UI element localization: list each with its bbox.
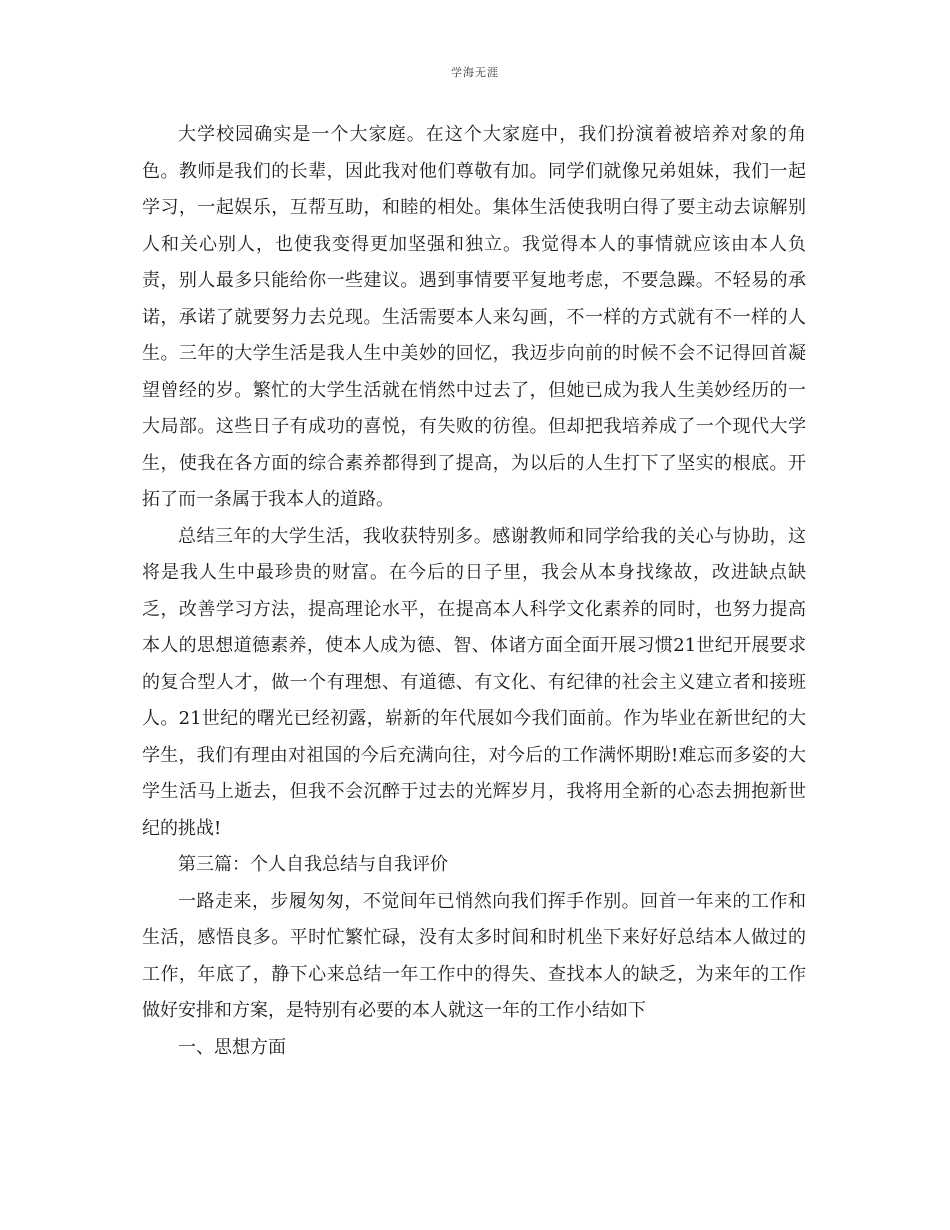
paragraph-section-intro: 一路走来，步履匆匆，不觉间年已悄然向我们挥手作别。回首一年来的工作和生活，感悟良多。平时忙繁忙碌，没有太多时间和时机坐下来好好总结本人做过的工作，年底了，静下心来总结一年工作中的得失、查找本人的缺乏，为来年的工作做好安排和方案，是特别有必要的本人就这一年的工作小结如下 xyxy=(142,890,806,1021)
section-title: 第三篇：个人自我总结与自我评价 xyxy=(178,854,448,875)
subheading-thought: 一、思想方面 xyxy=(178,1036,286,1058)
page-header: 学海无涯 xyxy=(451,66,499,79)
paragraph-three-year-summary: 总结三年的大学生活，我收获特别多。感谢教师和同学给我的关心与协助，这将是我人生中最珍贵的财富。在今后的日子里，我会从本身找缘故，改进缺点缺乏，改善学习方法，提高理论水平，在提高本人科学文化素养的同时，也努力提高本人的思想道德素养，使本人成为德、智、体诸方面全面开展习惯21世纪开展要求的复合型人才，做一个有理想、有道德、有文化、有纪律的社会主义建立者和接班人。21世纪的曙光已经初露，崭新的年代展如今我们面前。作为毕业在新世纪的大学生，我们有理由对祖国的今后充满向往，对今后的工作满怀期盼!难忘而多姿的大学生活马上逝去，但我不会沉醉于过去的光辉岁月，我将用全新的心态去拥抱新世纪的挑战! xyxy=(142,525,806,839)
document-body xyxy=(142,117,806,1066)
paragraph-campus-family: 大学校园确实是一个大家庭。在这个大家庭中，我们扮演着被培养对象的角色。教师是我们的长辈，因此我对他们尊敬有加。同学们就像兄弟姐妹，我们一起学习，一起娱乐，互帮互助，和睦的相处。集体生活使我明白得了要主动去谅解别人和关心别人，也使我变得更加坚强和独立。我觉得本人的事情就应该由本人负责，别人最多只能给你一些建议。遇到事情要平复地考虑，不要急躁。不轻易的承诺，承诺了就要努力去兑现。生活需要本人来勾画，不一样的方式就有不一样的人生。三年的大学生活是我人生中美妙的回忆，我迈步向前的时候不会不记得回首凝望曾经的岁。繁忙的大学生活就在悄然中过去了，但她已成为我人生美妙经历的一大局部。这些日子有成功的喜悦，有失败的彷徨。但却把我培养成了一个现代大学生，使我在各方面的综合素养都得到了提高，为以后的人生打下了坚实的根底。开拓了而一条属于我本人的道路。 xyxy=(142,124,806,510)
